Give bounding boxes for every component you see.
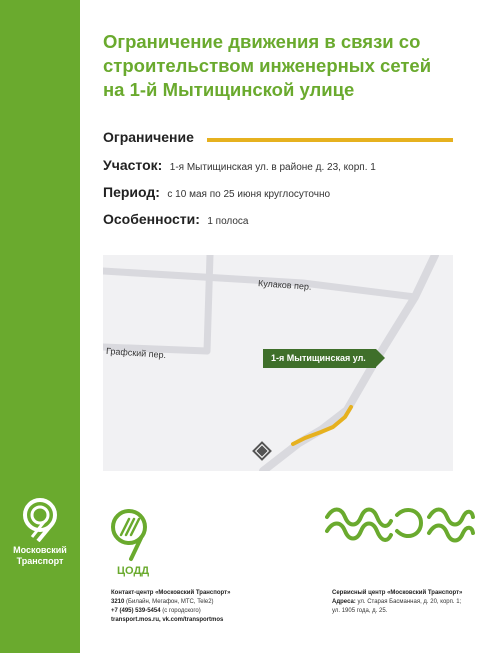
period-label: Период: — [103, 184, 160, 200]
phone-note: (с городского) — [162, 608, 201, 614]
short-number[interactable]: 3210 — [111, 599, 125, 605]
period-value: с 10 мая по 25 июня круглосуточно — [167, 189, 331, 200]
area-value: 1-я Мытищинская ул. в районе д. 23, корп. 1 — [169, 162, 376, 173]
period-row — [103, 184, 463, 202]
moscow-transport-logo — [0, 496, 80, 567]
restriction-map — [103, 255, 453, 471]
address-2: ул. 1905 года, д. 25. — [332, 608, 388, 614]
page-title-line2: строительством инженерных сетей — [103, 55, 432, 76]
features-label: Особенности: — [103, 211, 200, 227]
codd-label: ЦОДД — [117, 565, 150, 577]
codd-logo-icon — [107, 507, 151, 563]
websites-link[interactable]: transport.mos.ru, vk.com/transportmos — [111, 617, 224, 623]
features-value: 1 полоса — [207, 216, 249, 227]
area-row — [103, 157, 463, 175]
side-logo-line2: Транспорт — [16, 556, 64, 566]
page-title-line3: на 1-й Мытищинской улице — [103, 79, 355, 100]
side-logo-line1: Московский — [13, 545, 67, 555]
address-label: Адреса: — [332, 599, 356, 605]
phone-number[interactable]: +7 (495) 539-5454 — [111, 608, 161, 614]
heading-underline — [207, 138, 453, 142]
street-label-kulakov: Кулаков пер. — [257, 278, 312, 292]
service-center-block — [332, 589, 477, 616]
area-label: Участок: — [103, 157, 163, 173]
features-row — [103, 211, 463, 229]
page-title-line1: Ограничение движения в связи со — [103, 31, 421, 52]
moscow-transport-nine-icon — [18, 496, 62, 542]
contact-center-title: Контакт-центр «Московский Транспорт» — [111, 590, 231, 596]
road-vertical-left — [207, 255, 210, 351]
page-title — [103, 30, 473, 102]
contact-center-block — [111, 589, 311, 625]
street-label-grafsky: Графский пер. — [105, 345, 167, 361]
short-number-note: (Билайн, Мегафон, МТС, Tele2) — [126, 599, 214, 605]
restriction-heading: Ограничение — [103, 129, 194, 145]
address-1: ул. Старая Басманная, д. 20, корп. 1; — [357, 599, 462, 605]
street-label-main: 1-я Мытищинская ул. — [263, 349, 376, 368]
service-center-title: Сервисный центр «Московский Транспорт» — [332, 590, 463, 596]
decorative-wave-pattern — [325, 505, 475, 551]
